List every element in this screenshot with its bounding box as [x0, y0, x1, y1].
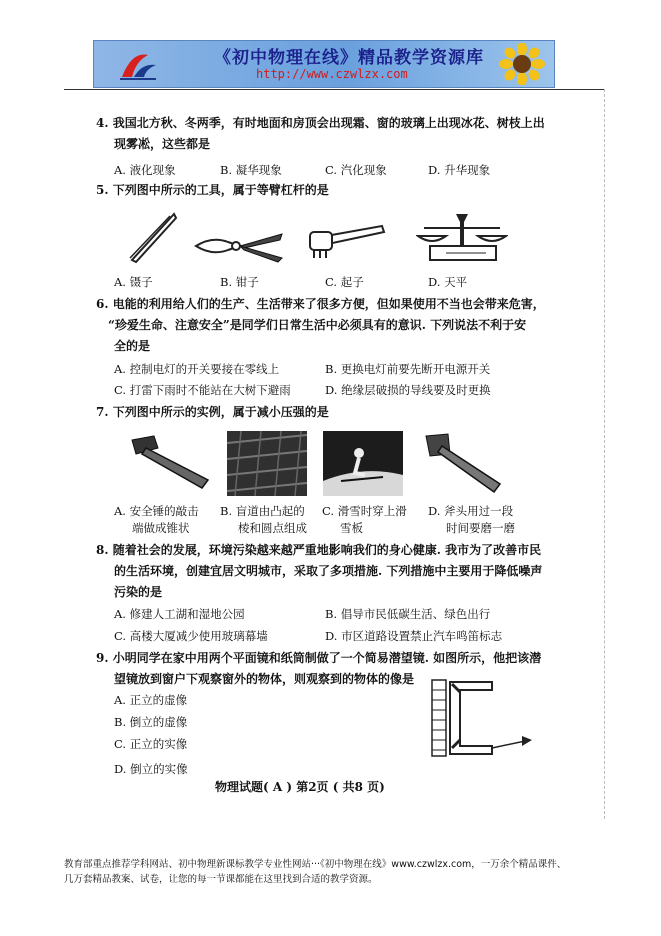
question-9-option-b: B. 倒立的虚像 [114, 715, 188, 729]
question-8-option-c: C. 高楼大厦减少使用玻璃幕墙 [114, 629, 268, 643]
question-4-option-c: C. 汽化现象 [325, 163, 387, 177]
axe-icon [420, 432, 504, 496]
question-6-option-a: A. 控制电灯的开关要接在零线上 [114, 362, 280, 376]
tactile-paving-photo [227, 431, 307, 496]
question-7-line-1: 7. 下列图中所示的实例，属于减小压强的是 [96, 405, 329, 419]
question-9-option-a: A. 正立的虚像 [114, 693, 188, 707]
question-7-option-a-line-1: A. 安全锤的敲击 [114, 504, 199, 518]
question-7-option-d-line-2: 时间要磨一磨 [446, 521, 515, 535]
question-5-line-1: 5. 下列图中所示的工具，属于等臂杠杆的是 [96, 183, 329, 197]
question-7-option-d-line-1: D. 斧头用过一段 [428, 504, 514, 518]
question-7-option-c-line-2: 雪板 [340, 521, 363, 535]
question-8-option-d: D. 市区道路设置禁止汽车鸣笛标志 [325, 629, 503, 643]
question-8-option-b: B. 倡导市民低碳生活、绿色出行 [325, 607, 491, 621]
question-8-option-a: A. 修建人工湖和湿地公园 [114, 607, 245, 621]
bottom-note-line-2: 几万套精品教案、试卷，让您的每一节课都能在这里找到合适的教学资源。 [64, 874, 378, 885]
question-6-line-1: 6. 电能的利用给人们的生产、生活带来了很多方便，但如果使用不当也会带来危害， [96, 297, 545, 311]
question-5-option-c: C. 起子 [325, 275, 364, 289]
question-9-option-d: D. 倒立的实像 [114, 762, 188, 776]
banner-title: 《初中物理在线》精品教学资源库 [214, 48, 484, 68]
balance-scale-icon [416, 210, 508, 266]
question-4-option-a: A. 液化现象 [114, 163, 176, 177]
sunflower-icon [494, 43, 550, 85]
periscope-diagram-icon [430, 670, 534, 758]
question-5-option-d: D. 天平 [428, 275, 468, 289]
bottle-opener-icon [306, 218, 386, 258]
question-5-option-b: B. 钳子 [220, 275, 259, 289]
question-4-option-d: D. 升华现象 [428, 163, 491, 177]
question-9-line-1: 9. 小明同学在家中用两个平面镜和纸筒制做了一个简易潜望镜. 如图所示，他把该潜 [96, 651, 542, 665]
tweezers-icon [126, 210, 180, 266]
header-banner [93, 40, 555, 88]
bottom-note-line-1: 教育部重点推荐学科网站、初中物理新课标教学专业性网站···《初中物理在线》www.czwlzx.com，一万余个精品课件、 [64, 859, 567, 870]
question-4-line-2: 现雾凇，这些都是 [114, 137, 211, 151]
question-9-line-2: 望镜放到窗户下观察窗外的物体，则观察到的物体的像是 [114, 672, 415, 686]
question-8-line-3: 污染的是 [114, 585, 163, 599]
logo-icon [118, 47, 158, 81]
header-rule [64, 89, 604, 90]
question-7-option-c-line-1: C. 滑雪时穿上滑 [322, 504, 407, 518]
question-7-option-a-line-2: 端做成锥状 [132, 521, 190, 535]
question-6-option-d: D. 绝缘层破损的导线要及时更换 [325, 383, 491, 397]
safety-hammer-icon [128, 434, 212, 490]
question-5-option-a: A. 镊子 [114, 275, 153, 289]
question-6-line-3: 全的是 [114, 339, 151, 353]
pliers-icon [192, 228, 284, 264]
question-6-line-2: “珍爱生命、注意安全”是同学们日常生活中必须具有的意识. 下列说法不利于安 [108, 318, 527, 332]
banner-url[interactable]: http://www.czwlzx.com [256, 67, 408, 81]
margin-line [604, 89, 605, 819]
question-7-option-b-line-2: 棱和圆点组成 [238, 521, 307, 535]
question-4-option-b: B. 凝华现象 [220, 163, 282, 177]
question-6-option-c: C. 打雷下雨时不能站在大树下避雨 [114, 383, 291, 397]
skier-photo [323, 431, 403, 496]
question-7-option-b-line-1: B. 盲道由凸起的 [220, 504, 305, 518]
question-9-option-c: C. 正立的实像 [114, 737, 188, 751]
question-8-line-2: 的生活环境，创建宜居文明城市，采取了多项措施. 下列措施中主要用于降低噪声 [114, 564, 543, 578]
question-4-line-1: 4. 我国北方秋、冬两季，有时地面和房顶会出现霜、窗的玻璃上出现冰花、树枝上出 [96, 116, 545, 130]
page-footer: 物理试题( A ) 第2页 ( 共8 页) [215, 780, 385, 794]
question-8-line-1: 8. 随着社会的发展，环境污染越来越严重地影响我们的身心健康. 我市为了改善市民 [96, 543, 542, 557]
question-6-option-b: B. 更换电灯前要先断开电源开关 [325, 362, 491, 376]
